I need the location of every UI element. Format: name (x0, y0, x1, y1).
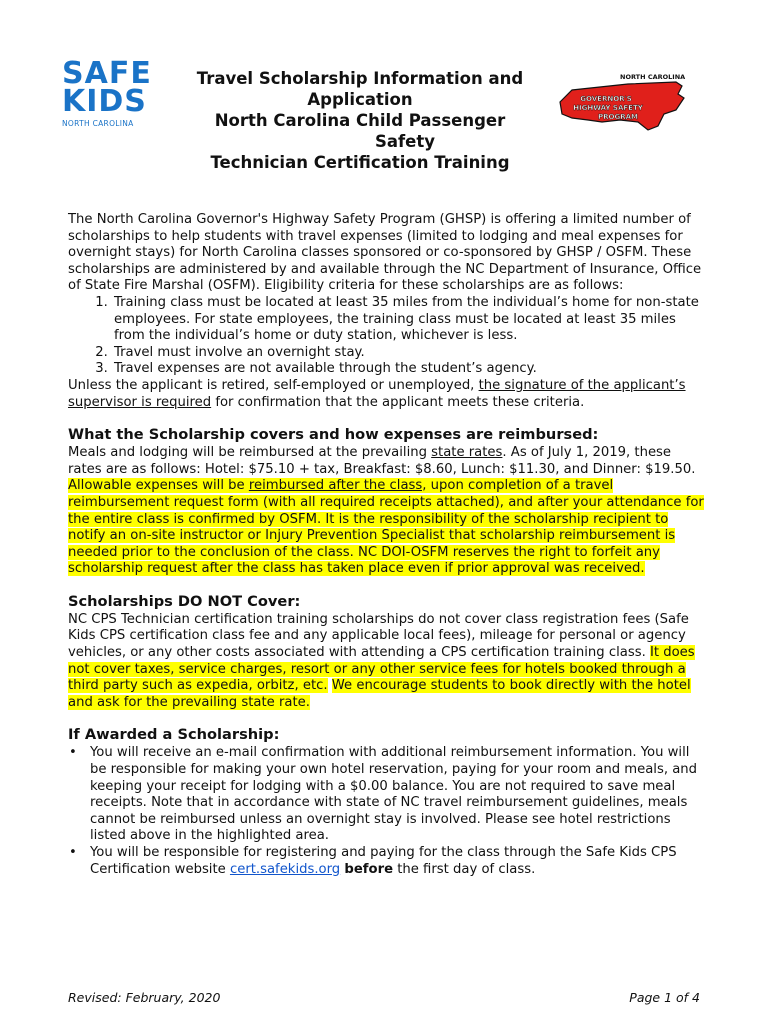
not-cover-highlight-book-directly: We encourage students to book directly with the hotel and ask for the prevailing state rate. (68, 678, 691, 710)
rates-text-post: . As of July 1, 2019, these rates are as follows: Hotel: $75.10 + tax, Breakfast: $8.60, Lunch: $11.30, and Dinner: $19.50. (68, 445, 696, 477)
ghsp-logo-top-text: NORTH CAROLINA (620, 73, 686, 81)
register-text-pre: You will be responsible for registering and paying for the class through the Safe Kids CPS Certification website (90, 845, 677, 877)
safe-kids-logo-subtitle: NORTH CAROLINA (62, 119, 134, 128)
safe-kids-logo (62, 56, 152, 128)
state-rates-link[interactable]: state rates (431, 445, 503, 461)
cert-safekids-link[interactable]: cert.safekids.org (229, 861, 341, 877)
supervisor-text-post: for confirmation that the applicant meets these criteria. (211, 394, 585, 410)
not-cover-heading: Scholarships DO NOT Cover: (68, 592, 301, 610)
awarded-bullet-email: • You will receive an e-mail confirmation with additional reimbursement information. You will be responsible for making your own hotel reservation, paying for your room and meals, and keeping your receipt for lodging with a $0.00 balance. You are not required to save meal receipts. Note that in accordance with state of NC travel reimbursement guidelines, meals cannot be reimbursed unless an overnight stay is involved. Please see hotel restrictions listed above in the highlighted area. (90, 745, 708, 845)
supervisor-paragraph (68, 378, 708, 411)
allowable-expenses-paragraph (68, 478, 708, 578)
title-line3: North Carolina Child Passenger (214, 111, 506, 130)
page-footer (68, 990, 700, 1005)
allowable-text-pre: Allowable expenses will be (68, 478, 249, 494)
supervisor-text-pre: Unless the applicant is retired, self-employed or unemployed, (68, 377, 479, 393)
ghsp-logo (558, 72, 688, 138)
eligibility-criteria-list (68, 295, 708, 378)
title-line5: Technician Certification Training (210, 153, 510, 172)
title-line1: Travel Scholarship Information and (196, 69, 524, 88)
not-cover-plain: NC CPS Technician certification training scholarships do not cover class registration fees (Safe Kids CPS certification class fee and any applicable local fees), mileage for personal or agency vehicles, or any other costs associated with attending a CPS certification training class. (68, 611, 689, 661)
covers-heading: What the Scholarship covers and how expenses are reimbursed: (68, 426, 599, 444)
safe-kids-logo-line2: KIDS (62, 84, 147, 119)
register-text-post: the first day of class. (393, 861, 536, 877)
ghsp-logo-line1: GOVERNOR'S (580, 95, 632, 103)
criteria-item: 2. Travel must involve an overnight stay. (112, 345, 708, 362)
document-title (170, 68, 550, 173)
title-line2: Application (307, 90, 413, 109)
criteria-item: 3. Travel expenses are not available through the student’s agency. (112, 361, 708, 378)
awarded-bullet-register (90, 845, 708, 878)
reimbursed-after-class: reimbursed after the class (248, 478, 423, 494)
awarded-heading: If Awarded a Scholarship: (68, 726, 280, 744)
supervisor-signature-requirement: the signature of the applicant’s supervisor is required (68, 377, 686, 410)
before-emphasis: before (344, 861, 394, 877)
title-line4: Safety (374, 132, 436, 151)
not-cover-highlight-fees: It does not cover taxes, service charges, resort or any other service fees for hotels booked through a third party such as expedia, orbitz, etc. (68, 645, 695, 694)
not-cover-paragraph (68, 612, 708, 712)
ghsp-logo-line2: HIGHWAY SAFETY (573, 104, 643, 112)
allowable-text-post: , upon completion of a travel reimbursement request form (with all required receipts attached), and after your attendance for the entire class is confirmed by OSFM. It is the responsibility of the scholarship recipient to notify an on-site instructor or Injury Prevention Specialist that scholarship reimbursement is needed prior to the conclusion of the class. NC DOI-OSFM reserves the right to forfeit any scholarship request after the class has taken place even if prior approval was received. (68, 478, 704, 577)
criteria-item: 1. Training class must be located at least 35 miles from the individual’s home for non-state employees. For state employees, the training class must be located at least 35 miles from the individual’s home or duty station, whichever is less. (112, 295, 708, 345)
safe-kids-logo-line1: SAFE (62, 56, 152, 91)
revised-date: Revised: February, 2020 (68, 990, 221, 1005)
document-body (68, 212, 708, 878)
ghsp-logo-line3: PROGRAM (598, 113, 638, 121)
rates-text-pre: Meals and lodging will be reimbursed at the prevailing (68, 445, 432, 461)
intro-paragraph: The North Carolina Governor's Highway Safety Program (GHSP) is offering a limited number of scholarships to help students with travel expenses (limited to lodging and meal expenses for overnight stays) for North Carolina classes sponsored or co-sponsored by GHSP / OSFM. These scholarships are administered by and available through the NC Department of Insurance, Office of State Fire Marshal (OSFM). Eligibility criteria for these scholarships are as follows: (68, 212, 702, 294)
rates-paragraph (68, 445, 708, 478)
page-number: Page 1 of 4 (629, 990, 700, 1005)
awarded-list (68, 745, 708, 878)
